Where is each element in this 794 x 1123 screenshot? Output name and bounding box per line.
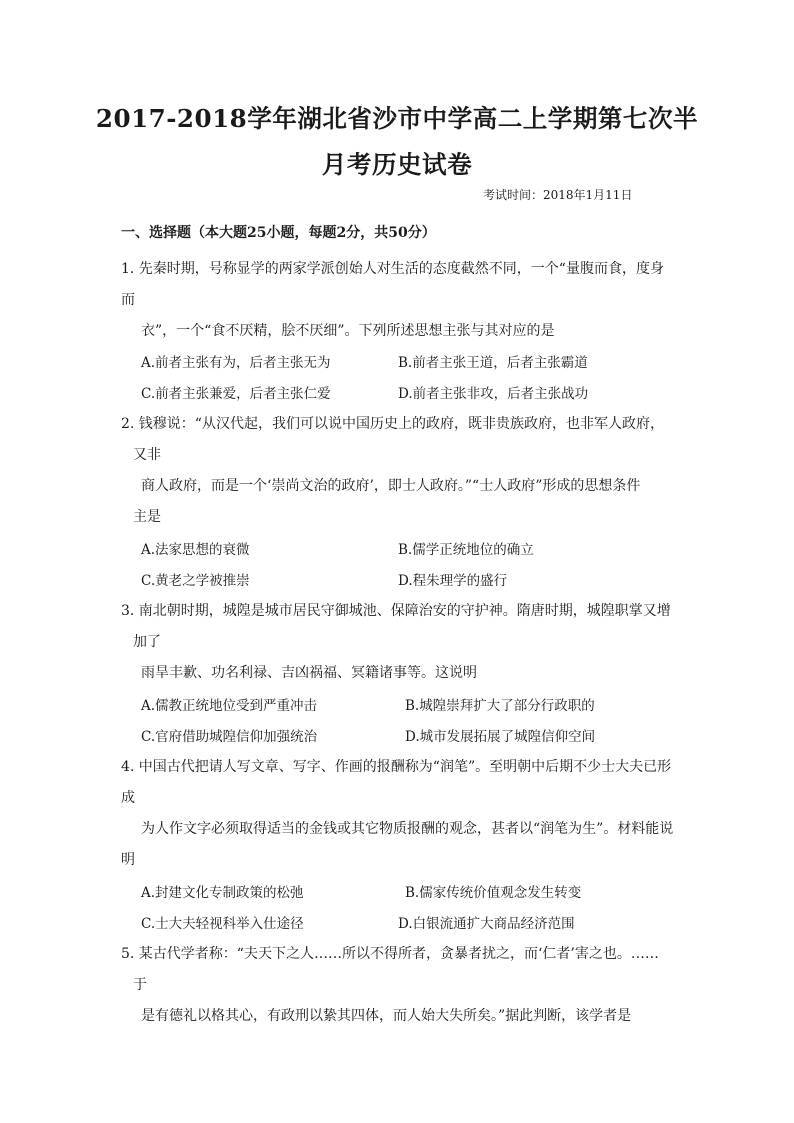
- question-4-line-2: 成: [121, 790, 135, 806]
- question-3-line-1: 3. 南北朝时期，城隍是城市居民守御城池、保障治安的守护神。隋唐时期，城隍职掌又增: [121, 603, 671, 619]
- question-1-option-c: C.前者主张兼爱，后者主张仁爱: [141, 386, 331, 402]
- question-3-line-2: 加了: [133, 634, 161, 650]
- question-5-line-2: 于: [133, 977, 147, 993]
- question-5-line-1: 5. 某古代学者称：“夫天下之人……所以不得所者，贪暴者扰之，而‘仁者’害之也。……: [121, 946, 659, 962]
- question-2-option-a: A.法家思想的衰微: [141, 542, 250, 558]
- question-1-line-1: 1. 先秦时期，号称显学的两家学派创始人对生活的态度截然不同，一个“量腹而食，度身: [121, 261, 664, 277]
- question-4-line-3: 为人作文字必须取得适当的金钱或其它物质报酬的观念，甚者以“润笔为生”。材料能说: [141, 821, 674, 837]
- section-heading: 一、选择题（本大题25小题，每题2分，共50分）: [121, 225, 436, 241]
- question-3-option-b: B.城隍崇拜扩大了部分行政职的: [405, 698, 595, 714]
- question-3-option-c: C.官府借助城隍信仰加强统治: [141, 729, 318, 745]
- question-2-option-d: D.程朱理学的盛行: [398, 573, 508, 589]
- exam-title-line-1: 2017-2018学年湖北省沙市中学高二上学期第七次半: [95, 104, 699, 133]
- question-4-line-1: 4. 中国古代把请人写文章、写字、作画的报酬称为“润笔”。至明朝中后期不少士大夫已形: [121, 759, 672, 775]
- question-2-line-4: 主是: [133, 509, 161, 525]
- question-1-line-3: 衣”，一个“食不厌精，脍不厌细”。下列所述思想主张与其对应的是: [141, 323, 555, 339]
- exam-time: 考试时间：2018年1月11日: [483, 188, 633, 202]
- question-4-line-4: 明: [121, 852, 135, 868]
- question-1-line-2: 而: [121, 292, 135, 308]
- question-2-option-c: C.黄老之学被推崇: [141, 573, 250, 589]
- question-2-option-b: B.儒学正统地位的确立: [398, 542, 534, 558]
- question-2-line-1: 2. 钱穆说：“从汉代起，我们可以说中国历史上的政府，既非贵族政府，也非军人政府，: [121, 416, 664, 432]
- question-4-option-d: D.白银流通扩大商品经济范围: [398, 916, 575, 932]
- question-3-option-d: D.城市发展拓展了城隍信仰空间: [405, 729, 596, 745]
- exam-title-line-2: 月考历史试卷: [321, 150, 473, 179]
- question-3-option-a: A.儒教正统地位受到严重冲击: [141, 698, 318, 714]
- question-1-option-a: A.前者主张有为，后者主张无为: [141, 355, 331, 371]
- question-2-line-3: 商人政府，而是一个‘崇尚文治的政府’，即士人政府。”“士人政府”形成的思想条件: [141, 478, 641, 494]
- question-5-line-3: 是有德礼以格其心，有政刑以絷其四体，而人始大失所矣。”据此判断，该学者是: [141, 1008, 632, 1024]
- question-1-option-b: B.前者主张王道，后者主张霸道: [398, 355, 588, 371]
- question-4-option-c: C.士大夫轻视科举入仕途径: [141, 916, 304, 932]
- question-4-option-b: B.儒家传统价值观念发生转变: [405, 885, 582, 901]
- question-4-option-a: A.封建文化专制政策的松弛: [141, 885, 304, 901]
- question-2-line-2: 又非: [133, 447, 161, 463]
- question-3-line-3: 雨旱丰歉、功名利禄、吉凶祸福、冥籍诸事等。这说明: [141, 665, 477, 681]
- question-1-option-d: D.前者主张非攻，后者主张战功: [398, 386, 589, 402]
